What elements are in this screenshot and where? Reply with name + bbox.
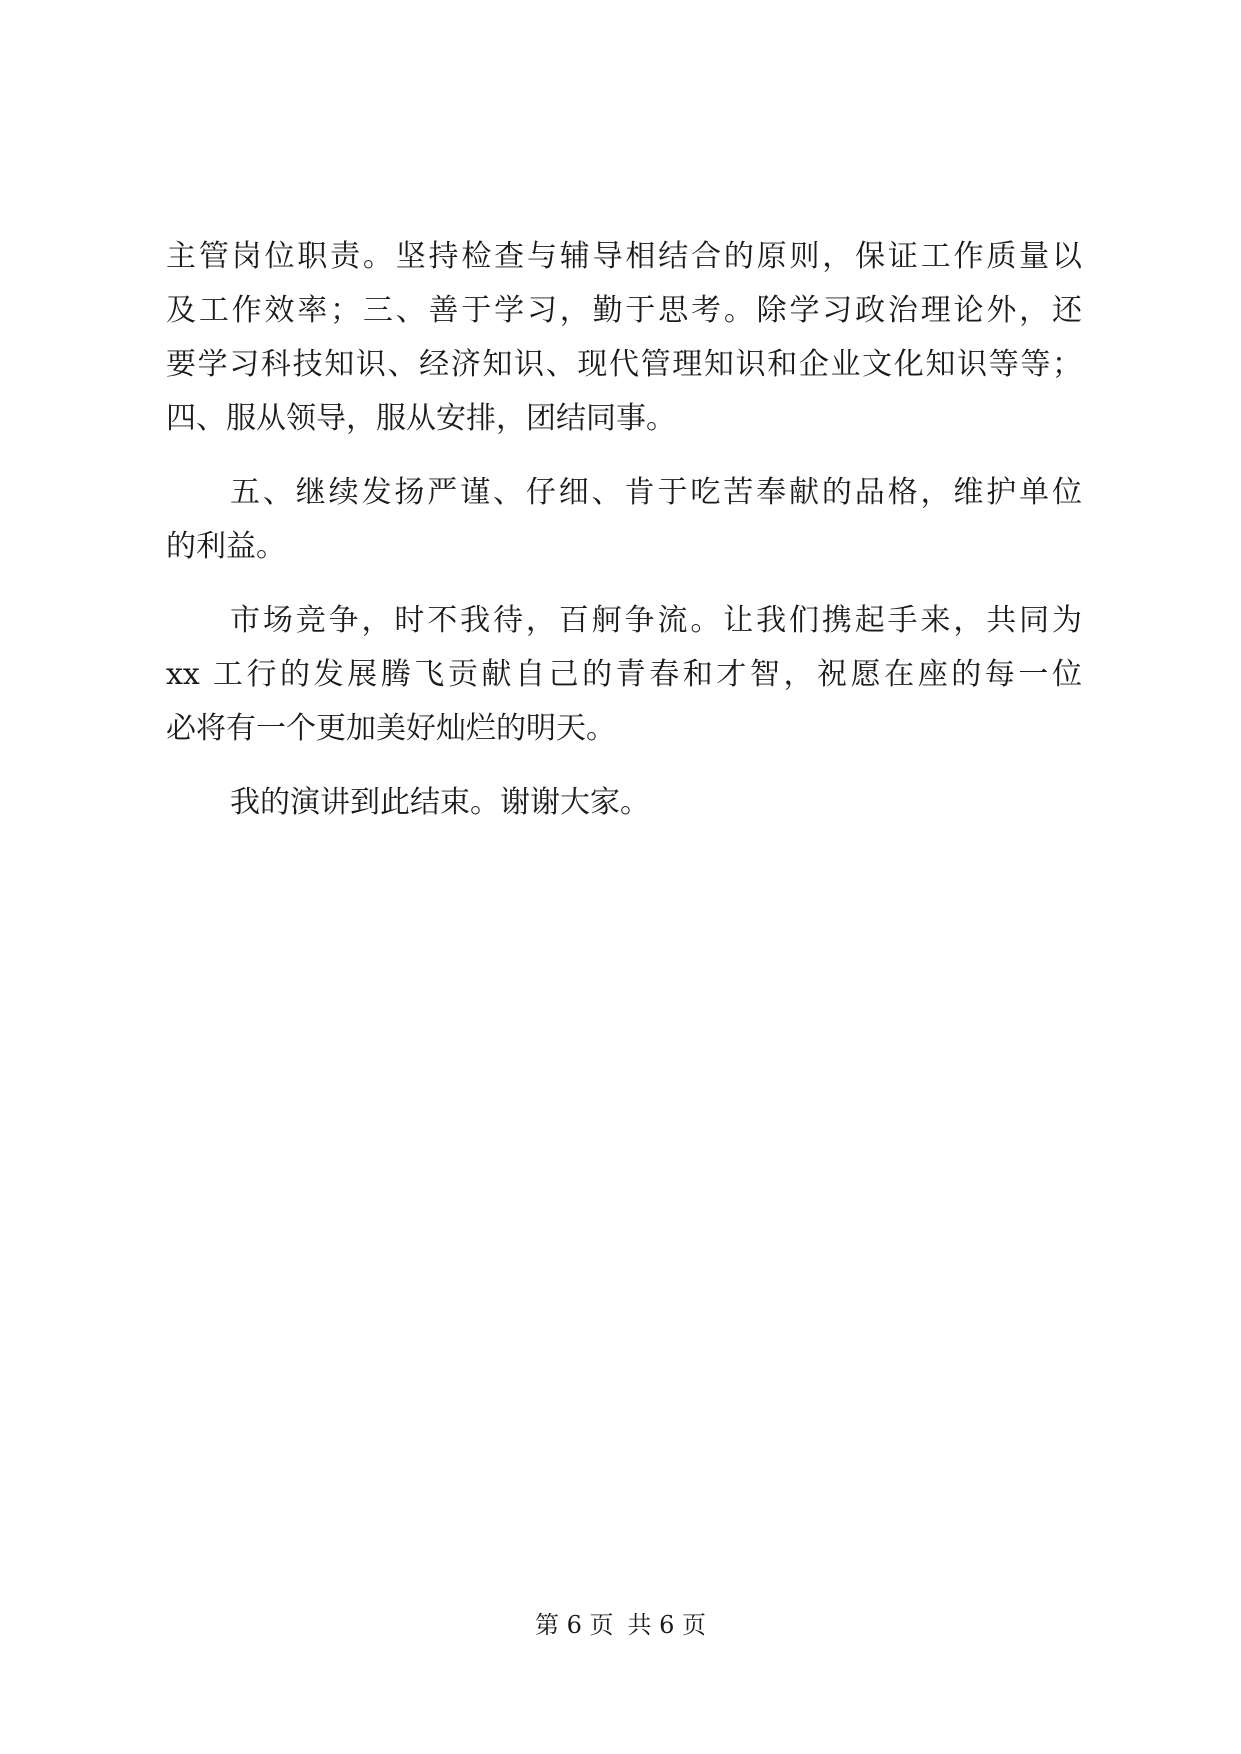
page-footer: [0, 1610, 1241, 1640]
paragraph-line: 我的演讲到此结束。谢谢大家。: [230, 785, 650, 820]
paragraph: [166, 230, 1082, 446]
page-number: 第 6 页: [534, 1611, 614, 1639]
document-body: [166, 230, 1082, 830]
paragraph-line: 要学习科技知识、经济知识、现代管理知识和企业文化知识等等；: [166, 347, 1082, 382]
paragraph-line: xx 工行的发展腾飞贡献自己的青春和才智，祝愿在座的每一位: [166, 657, 1082, 692]
paragraph-line: 市场竞争，时不我待，百舸争流。让我们携起手来，共同为: [230, 603, 1082, 638]
paragraph-line: 五、继续发扬严谨、仔细、肯于吃苦奉献的品格，维护单位: [230, 475, 1082, 510]
paragraph: [166, 466, 1082, 574]
paragraph-line: 四、服从领导，服从安排，团结同事。: [166, 401, 676, 436]
page-total: 共 6 页: [627, 1611, 707, 1639]
paragraph-line: 主管岗位职责。坚持检查与辅导相结合的原则，保证工作质量以: [166, 239, 1082, 274]
paragraph-spacer: [166, 446, 1082, 466]
paragraph-line: 必将有一个更加美好灿烂的明天。: [166, 711, 616, 746]
paragraph: [166, 776, 1082, 830]
paragraph-line: 的利益。: [166, 529, 286, 564]
paragraph-line: 及工作效率；三、善于学习，勤于思考。除学习政治理论外，还: [166, 293, 1082, 328]
paragraph: [166, 594, 1082, 756]
paragraph-spacer: [166, 574, 1082, 594]
paragraph-spacer: [166, 756, 1082, 776]
